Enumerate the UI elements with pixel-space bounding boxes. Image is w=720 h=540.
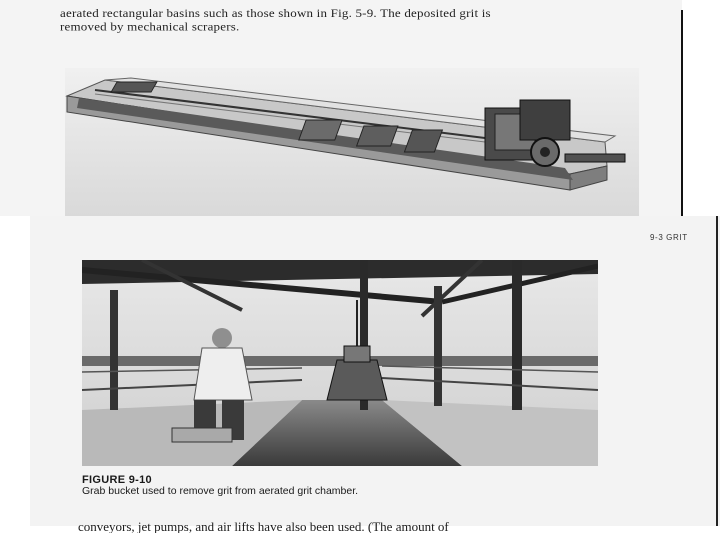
running-head: 9-3 GRIT bbox=[650, 233, 688, 242]
body-text-continuation: conveyors, jet pumps, and air lifts have also been used. (The amount of bbox=[78, 519, 449, 533]
aerated-grit-chamber-cutaway-figure bbox=[65, 68, 639, 216]
intro-paragraph bbox=[60, 6, 660, 33]
grab-bucket-photo bbox=[82, 260, 598, 466]
figure-label: FIGURE 9-10 bbox=[82, 474, 152, 486]
figure-caption: Grab bucket used to remove grit from aerated grit chamber. bbox=[82, 485, 359, 497]
page-edge-line bbox=[716, 216, 718, 526]
intro-line: aerated rectangular basins such as those shown in Fig. 5-9. The deposited grit is bbox=[60, 6, 491, 20]
intro-line: removed by mechanical scrapers. bbox=[60, 19, 240, 33]
page-edge-line bbox=[681, 10, 683, 216]
